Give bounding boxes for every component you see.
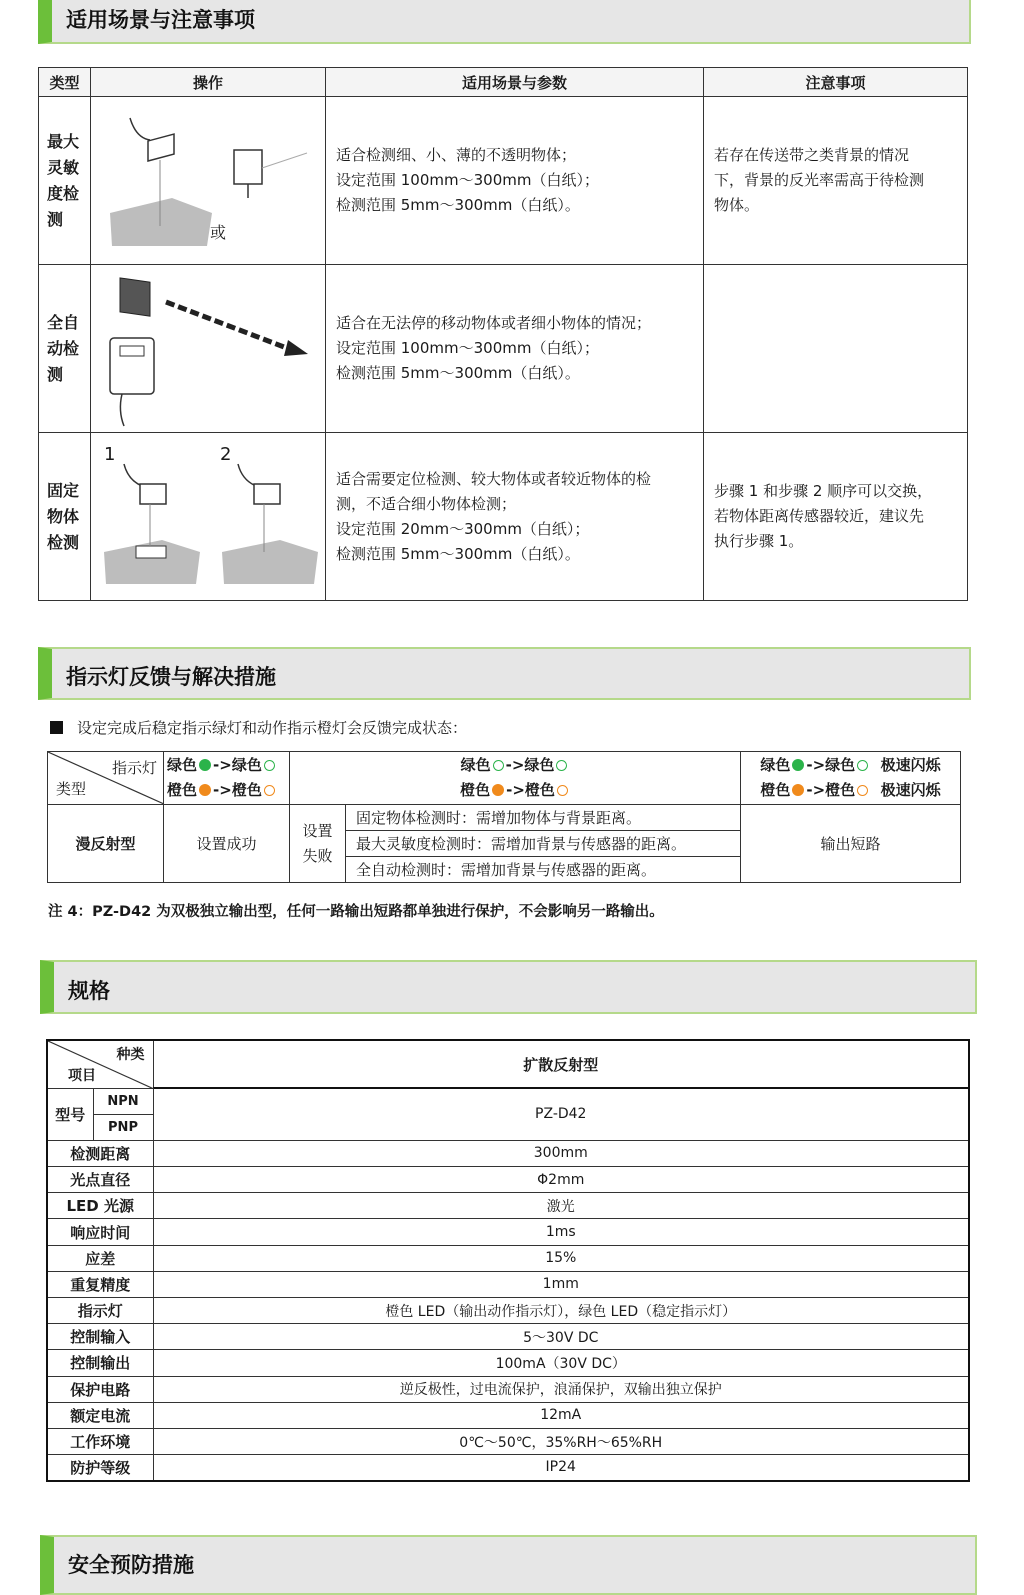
spec-value: 5～30V DC	[153, 1324, 969, 1350]
spec-npn: NPN	[93, 1088, 153, 1114]
green-hollow-icon	[493, 760, 504, 771]
scene-text	[326, 265, 704, 433]
spec-value: 激光	[153, 1193, 969, 1219]
table-row	[47, 1428, 969, 1454]
spec-model-value: PZ-D42	[153, 1088, 969, 1140]
spec-table	[46, 1039, 970, 1482]
type-line: 检测	[47, 532, 80, 552]
scene-text	[326, 97, 704, 265]
note-text	[704, 433, 968, 601]
moving-object-illustration	[92, 266, 324, 431]
or-label: 或	[210, 223, 227, 242]
spec-key: 光点直径	[47, 1167, 153, 1193]
row-type	[39, 97, 91, 265]
orange-solid-icon	[199, 784, 211, 796]
table-row	[47, 1324, 969, 1350]
spec-value: 逆反极性，过电流保护，浪涌保护，双输出独立保护	[153, 1376, 969, 1402]
type-line: 全自	[47, 312, 80, 332]
indicator-header-short: 绿色 ->绿色 极速闪烁 橙色 ->橙色 极速闪烁	[741, 752, 961, 805]
spec-key: 保护电路	[47, 1376, 153, 1402]
spec-value: 100mA（30V DC）	[153, 1350, 969, 1376]
scene-line: 检测范围 5mm～300mm（白纸）。	[336, 544, 580, 563]
indicator-header-fail: 绿色 ->绿色 橙色 ->橙色	[290, 752, 741, 805]
section-header-usage	[38, 0, 971, 44]
table-row	[47, 1271, 969, 1297]
note-line: 物体。	[714, 196, 760, 214]
green-hollow-icon	[556, 760, 567, 771]
spec-corner-cell	[47, 1040, 153, 1088]
fixed-object-illustration	[92, 434, 324, 599]
orange-solid-icon	[792, 784, 804, 796]
operation-illustration	[91, 265, 326, 433]
indicator-note: 注 4：PZ-D42 为双极独立输出型，任何一路输出短路都单独进行保护，不会影响另一路输出。	[48, 904, 664, 920]
type-line: 最大	[47, 131, 80, 151]
scene-line: 设定范围 20mm～300mm（白纸）；	[336, 519, 590, 538]
square-bullet-icon	[50, 721, 63, 734]
corner-bottom-label: 类型	[56, 780, 87, 798]
table-row	[47, 1298, 969, 1324]
note-line: 执行步骤 1。	[714, 532, 804, 550]
table-row	[39, 97, 968, 265]
table-row	[39, 265, 968, 433]
corner-bottom-label: 项目	[68, 1067, 96, 1084]
spec-key: 控制输入	[47, 1324, 153, 1350]
col-header-operation: 操作	[91, 68, 326, 97]
indicator-intro	[50, 717, 467, 738]
spec-key: 指示灯	[47, 1298, 153, 1324]
table-row	[47, 1402, 969, 1428]
indicator-short: 输出短路	[741, 805, 961, 883]
spec-model-label: 型号	[47, 1088, 93, 1140]
section-title-spec: 规格	[68, 979, 110, 1003]
indicator-corner-cell	[48, 752, 164, 805]
indicator-header-success: 绿色 ->绿色 橙色 ->橙色	[164, 752, 290, 805]
operation-illustration	[91, 97, 326, 265]
scene-text	[326, 433, 704, 601]
table-row	[47, 1376, 969, 1402]
green-hollow-icon	[857, 760, 868, 771]
col-header-notes: 注意事项	[704, 68, 968, 97]
row-type	[39, 265, 91, 433]
type-line: 动检	[47, 338, 80, 358]
scene-line: 设定范围 100mm～300mm（白纸）；	[336, 339, 599, 357]
intro-text: 设定完成后稳定指示绿灯和动作指示橙灯会反馈完成状态：	[77, 719, 468, 737]
scene-line: 检测范围 5mm～300mm（白纸）。	[336, 196, 580, 214]
step-2-label: 2	[220, 444, 232, 465]
type-line: 测	[47, 209, 64, 229]
spec-key: 额定电流	[47, 1402, 153, 1428]
corner-top-label: 指示灯	[111, 759, 157, 777]
table-row	[47, 1219, 969, 1245]
orange-hollow-icon	[264, 785, 275, 796]
spec-key: 检测距离	[47, 1140, 153, 1166]
note-text	[704, 97, 968, 265]
type-line: 灵敏	[47, 157, 80, 177]
section-title-usage: 适用场景与注意事项	[66, 8, 255, 32]
spec-header: 扩散反射型	[153, 1040, 969, 1088]
type-line: 度检	[47, 183, 80, 203]
spec-value: 15%	[153, 1245, 969, 1271]
table-row	[47, 1193, 969, 1219]
note-line: 步骤 1 和步骤 2 顺序可以交换，	[714, 482, 933, 500]
spec-key: 防护等级	[47, 1455, 153, 1481]
indicator-fail-label: 设置 失败	[290, 805, 346, 883]
usage-table	[38, 67, 968, 601]
section-header-indicator	[38, 647, 971, 700]
indicator-table	[47, 751, 961, 883]
spec-value: IP24	[153, 1455, 969, 1481]
row-type	[39, 433, 91, 601]
table-row	[47, 1455, 969, 1481]
indicator-row-type: 漫反射型	[48, 805, 164, 883]
section-title-safety: 安全预防措施	[68, 1553, 194, 1577]
fail-item: 最大灵敏度检测时：需增加背景与传感器的距离。	[346, 831, 741, 857]
spec-value: 橙色 LED（输出动作指示灯），绿色 LED（稳定指示灯）	[153, 1298, 969, 1324]
spec-key: 重复精度	[47, 1271, 153, 1297]
scene-line: 适合需要定位检测、较大物体或者较近物体的检	[336, 469, 652, 488]
scene-line: 检测范围 5mm～300mm（白纸）。	[336, 364, 580, 382]
green-solid-icon	[199, 759, 211, 771]
type-line: 测	[47, 364, 64, 384]
spec-value: 12mA	[153, 1402, 969, 1428]
col-header-scene: 适用场景与参数	[326, 68, 704, 97]
spec-pnp: PNP	[93, 1114, 153, 1140]
scene-line: 设定范围 100mm～300mm（白纸）；	[336, 171, 599, 189]
section-header-spec	[40, 960, 977, 1014]
spec-key: 应差	[47, 1245, 153, 1271]
green-hollow-icon	[264, 760, 275, 771]
orange-hollow-icon	[557, 785, 568, 796]
sensor-illustration	[92, 98, 324, 263]
scene-line: 适合检测细、小、薄的不透明物体；	[336, 146, 577, 164]
spec-key: 响应时间	[47, 1219, 153, 1245]
note-line: 若存在传送带之类背景的情况	[714, 146, 910, 164]
spec-value: 1ms	[153, 1219, 969, 1245]
operation-illustration	[91, 433, 326, 601]
spec-value: 1mm	[153, 1271, 969, 1297]
type-line: 固定	[47, 480, 80, 500]
fail-item: 全自动检测时：需增加背景与传感器的距离。	[346, 857, 741, 883]
col-header-type: 类型	[39, 68, 91, 97]
orange-solid-icon	[492, 784, 504, 796]
note-line: 下，背景的反光率需高于待检测	[714, 171, 925, 189]
spec-key: LED 光源	[47, 1193, 153, 1219]
table-row	[39, 433, 968, 601]
scene-line: 测，不适合细小物体检测；	[336, 494, 517, 513]
green-solid-icon	[792, 759, 804, 771]
spec-value: 300mm	[153, 1140, 969, 1166]
step-1-label: 1	[104, 444, 116, 465]
table-row	[47, 1245, 969, 1271]
spec-value: 0℃～50℃，35%RH～65%RH	[153, 1428, 969, 1454]
table-row	[47, 1167, 969, 1193]
table-row	[47, 1140, 969, 1166]
type-line: 物体	[47, 506, 80, 526]
corner-top-label: 种类	[116, 1047, 145, 1063]
scene-line: 适合在无法停的移动物体或者细小物体的情况；	[336, 314, 652, 332]
table-row	[47, 1350, 969, 1376]
section-title-indicator: 指示灯反馈与解决措施	[66, 665, 276, 689]
spec-key: 控制输出	[47, 1350, 153, 1376]
spec-value: Φ2mm	[153, 1167, 969, 1193]
note-line: 若物体距离传感器较近，建议先	[714, 507, 925, 525]
note-text	[704, 265, 968, 433]
spec-key: 工作环境	[47, 1428, 153, 1454]
section-header-safety	[40, 1535, 977, 1595]
fail-item: 固定物体检测时：需增加物体与背景距离。	[346, 805, 741, 831]
indicator-success: 设置成功	[164, 805, 290, 883]
orange-hollow-icon	[857, 785, 868, 796]
